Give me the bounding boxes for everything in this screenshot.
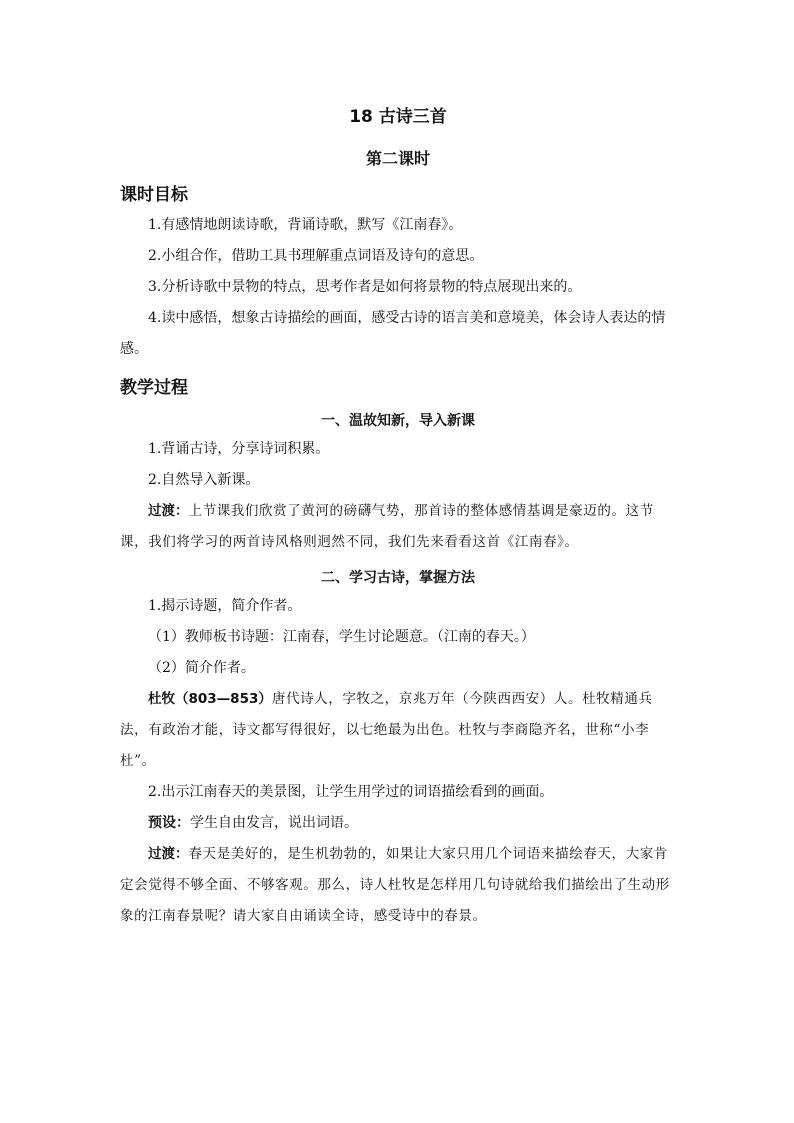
author-text: 唐代诗人，字牧之，京兆万年（今陕西西安）人。杜牧精通兵法，有政治才能，诗文都写得很好，以七绝最为出色。杜牧与李商隐齐名，世称“小李杜”。 [120,691,653,769]
preset-label: 预设： [148,815,190,831]
document-title: 18 古诗三首 [349,107,447,127]
goal-item: 3.分析诗歌中景物的特点，思考作者是如何将景物的特点展现出来的。 [148,279,582,295]
transition-label: 过渡： [148,503,189,519]
process-heading: 教学过程 [120,378,188,398]
transition-text: 春天是美好的，是生机勃勃的，如果让大家只用几个词语来描绘春天，大家肯定会觉得不够全面、不够客观。那么，诗人杜牧是怎样用几句诗就给我们描绘出了生动形象的江南春景呢？请大家自由诵读全诗，感受诗中的春景。 [120,846,670,924]
goal-item: 4.读中感悟，想象古诗描绘的画面，感受古诗的语言美和意境美，体会诗人表达的情感。 [120,310,666,357]
transition-label: 过渡： [148,846,189,862]
document-subtitle: 第二课时 [365,149,430,168]
part2-sub-board: （1）教师板书诗题：江南春，学生讨论题意。（江南的春天。） [148,629,535,645]
preset-text: 学生自由发言，说出词语。 [190,815,358,831]
transition-text: 上节课我们欣赏了黄河的磅礴气势，那首诗的整体感情基调是豪迈的。这节课，我们将学习的两首诗风格则迥然不同，我们先来看看这首《江南春》。 [120,503,654,550]
part2-sub-author: （2）简介作者。 [148,660,255,676]
part2-heading: 二、学习古诗，掌握方法 [321,570,475,586]
part1-item-intro: 2.自然导入新课。 [148,472,260,488]
part2-item-picture: 2.出示江南春天的美景图，让学生用学过的词语描绘看到的画面。 [148,784,554,800]
part2-item-title: 1.揭示诗题，简介作者。 [148,598,302,614]
document-body [120,104,676,932]
part2-transition [120,839,676,932]
author-bio [120,684,676,777]
goal-item: 1.有感情地朗读诗歌，背诵诗歌，默写《江南春》。 [148,217,463,233]
author-label: 杜牧（803—853） [148,691,272,707]
part1-heading: 一、温故知新，导入新课 [321,413,475,429]
part1-transition [120,496,676,558]
part1-item-recite: 1.背诵古诗，分享诗词积累。 [148,441,330,457]
part2-preset [120,808,676,839]
goal-item: 2.小组合作，借助工具书理解重点词语及诗句的意思。 [148,248,484,264]
goals-heading: 课时目标 [120,185,188,205]
